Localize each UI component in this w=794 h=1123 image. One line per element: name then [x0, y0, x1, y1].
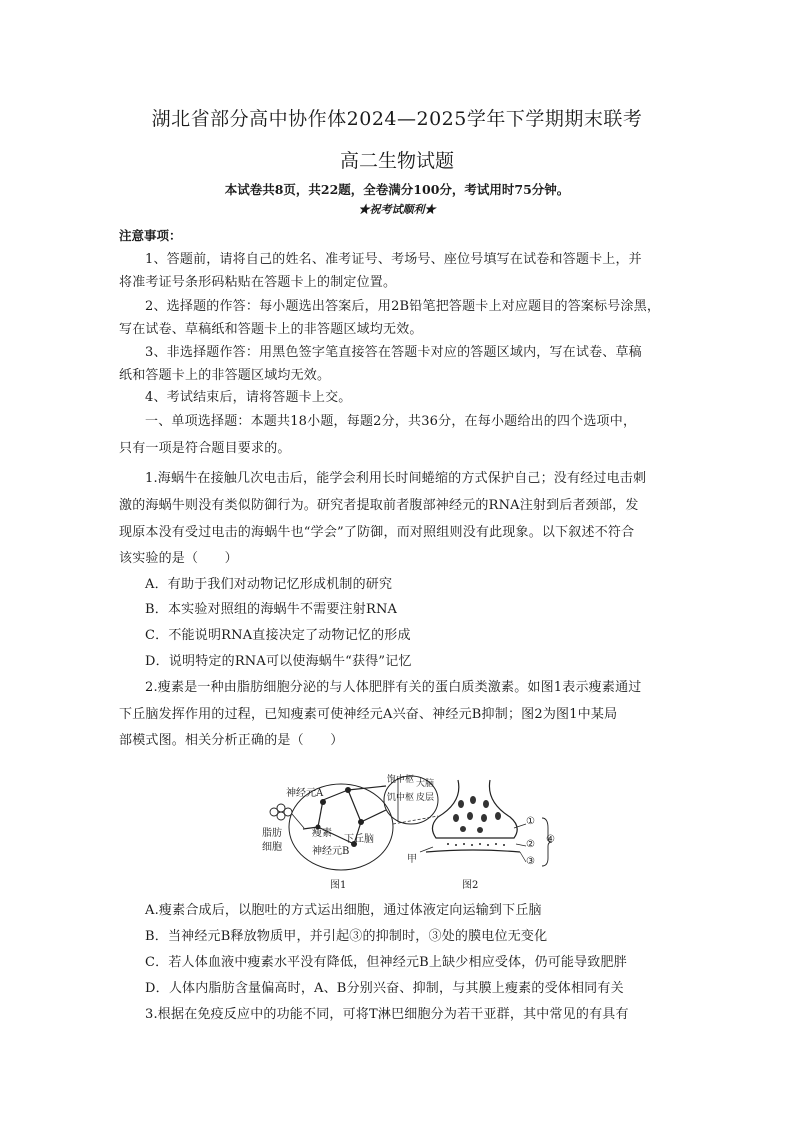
label-fat-cell-2: 细胞	[262, 842, 282, 853]
question-stem: 现原本没有受过电击的海蜗牛也“学会”了防御，而对照组则没有此现象。以下叙述不符合	[119, 525, 635, 540]
notice-line: 2、选择题的作答：每小题选出答案后，用2B铅笔把答题卡上对应题目的答案标号涂黑，	[145, 299, 661, 314]
label-hypothalamus: 下丘脑	[344, 834, 374, 845]
notice-line: 写在试卷、草稿纸和答题卡上的非答题区域均无效。	[119, 322, 423, 337]
label-neuron-a: 神经元A	[286, 788, 324, 799]
label-n4: ④	[546, 834, 555, 845]
label-fat-cell-1: 脂肪	[262, 828, 282, 839]
question-stem: 激的海蜗牛则没有类似防御行为。研究者提取前者腹部神经元的RNA注射到后者颈部，发	[119, 498, 639, 513]
notice-line: 将准考证号条形码粘贴在答题卡上的制定位置。	[119, 275, 397, 290]
label-cortex-2: 皮层	[416, 793, 435, 803]
label-jia: 甲	[407, 854, 417, 865]
notice-line: 纸和答题卡上的非答题区域均无效。	[119, 368, 331, 383]
option-b: B．本实验对照组的海蜗牛不需要注射RNA	[145, 602, 398, 617]
leptin-figure	[258, 772, 558, 890]
synapse-terminal	[432, 780, 517, 838]
label-cortex-1: 大脑	[416, 779, 435, 789]
transmitter-dots	[447, 843, 505, 846]
notice-heading: 注意事项：	[119, 228, 182, 243]
notice-line: 4、考试结束后，请将答题卡上交。	[145, 390, 352, 405]
label-n3: ③	[526, 856, 535, 867]
notice-line: 3、非选择题作答：用黑色签字笔直接答在答题卡对应的答题区域内，写在试卷、草稿	[145, 345, 642, 360]
question-stem: 3.根据在免疫反应中的功能不同，可将T淋巴细胞分为若干亚群，其中常见的有具有	[145, 1007, 629, 1022]
label-n2: ②	[526, 839, 535, 850]
label-satiety-center: 饱中枢	[387, 775, 415, 785]
question-stem: 部模式图。相关分析正确的是（ ）	[119, 733, 344, 748]
option-b: B．当神经元B释放物质甲，并引起③的抑制时，③处的膜电位无变化	[145, 929, 548, 944]
fat-cell-icon	[270, 804, 292, 820]
postsynaptic-membrane	[426, 850, 520, 852]
label-neuron-b: 神经元B	[312, 846, 350, 857]
section-heading-cont: 只有一项是符合题目要求的。	[119, 441, 291, 456]
option-d: D．说明特定的RNA可以使海蜗牛“获得”记忆	[145, 654, 412, 669]
exam-info: 本试卷共8页，共22题，全卷满分100分，考试用时75分钟。	[224, 182, 570, 197]
exam-title: 湖北省部分高中协作体2024—2025学年下学期期末联考	[151, 108, 643, 130]
notice-line: 1、答题前，请将自己的姓名、准考证号、考场号、座位号填写在试卷和答题卡上，并	[145, 252, 642, 267]
question-stem: 下丘脑发挥作用的过程，已知瘦素可使神经元A兴奋、神经元B抑制；图2为图1中某局	[119, 707, 618, 722]
option-d: D．人体内脂肪含量偏高时，A、B分别兴奋、抑制，与其膜上瘦素的受体相同有关	[145, 981, 624, 996]
option-a: A.瘦素合成后，以胞吐的方式运出细胞，通过体液定向运输到下丘脑	[145, 903, 542, 918]
fig1-caption: 图1	[330, 880, 347, 891]
option-a: A．有助于我们对动物记忆形成机制的研究	[145, 577, 393, 592]
label-leptin: 瘦素	[312, 828, 332, 839]
option-c: C．不能说明RNA直接决定了动物记忆的形成	[145, 628, 411, 643]
label-n1: ①	[526, 816, 535, 827]
section-heading: 一、单项选择题：本题共18小题，每题2分，共36分，在每小题给出的四个选项中，	[145, 414, 637, 429]
question-stem: 该实验的是（ ）	[119, 551, 238, 566]
exam-wish: ★祝考试顺利★	[358, 203, 436, 216]
fig2-caption: 图2	[462, 880, 479, 891]
label-hunger-center: 饥中枢	[387, 793, 415, 803]
exam-subtitle: 高二生物试题	[339, 150, 454, 172]
question-stem: 1.海蜗牛在接触几次电击后，能学会利用长时间蜷缩的方式保护自己；没有经过电击刺	[145, 471, 647, 486]
option-c: C．若人体血液中瘦素水平没有降低，但神经元B上缺少相应受体，仍可能导致肥胖	[145, 955, 627, 970]
question-stem: 2.瘦素是一种由脂肪细胞分泌的与人体肥胖有关的蛋白质类激素。如图1表示瘦素通过	[145, 680, 642, 695]
